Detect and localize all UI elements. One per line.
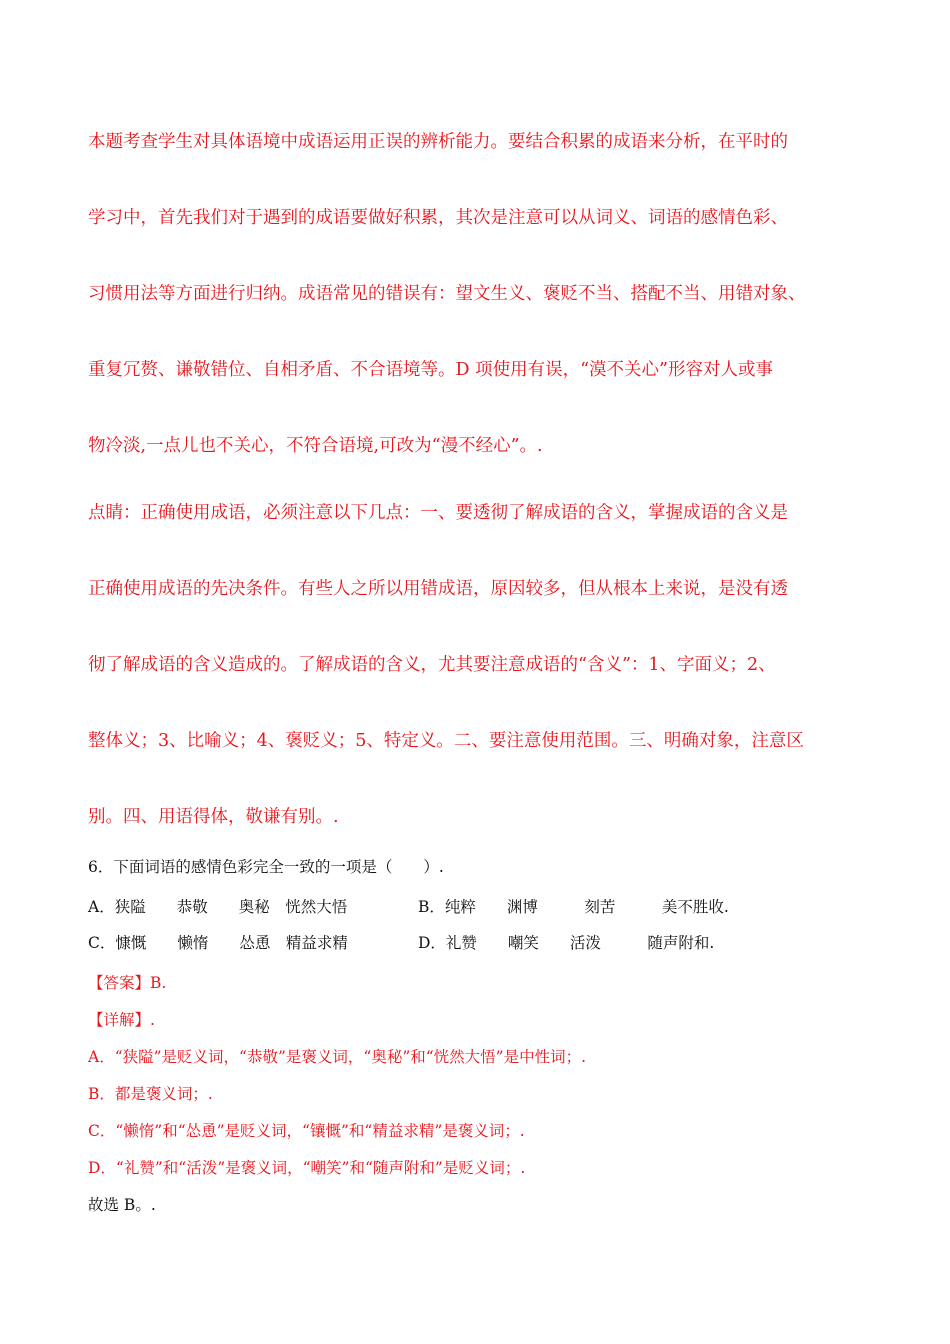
answer-value: B. [150, 974, 167, 992]
answer-line [88, 971, 166, 993]
option-c: C．慷慨 懒惰 怂恿 精益求精 [88, 934, 348, 952]
explanation-line-2: 学习中，首先我们对于遇到的成语要做好积累，其次是注意可以从词义、词语的感情色彩、 [88, 208, 788, 228]
option-b: B．纯粹 渊博 刻苦 美不胜收. [418, 898, 729, 916]
options-row-2 [88, 931, 863, 953]
tip-line-5: 别。四、用语得体，敬谦有别。. [88, 807, 339, 827]
analysis-a: A．“狭隘”是贬义词，“恭敬”是褒义词，“奥秘”和“恍然大悟”是中性词；. [88, 1048, 587, 1066]
tip-line-1: 点睛：正确使用成语，必须注意以下几点：一、要透彻了解成语的含义，掌握成语的含义是 [88, 503, 788, 523]
tip-line-3: 彻了解成语的含义造成的。了解成语的含义，尤其要注意成语的“含义”：1、字面义；2、 [88, 655, 776, 675]
explanation-line-4: 重复冗赘、谦敬错位、自相矛盾、不合语境等。D 项使用有误，“漠不关心”形容对人或事 [88, 360, 773, 380]
analysis-d: D．“礼赞”和“活泼”是褒义词，“嘲笑”和“随声附和”是贬义词；. [88, 1159, 526, 1177]
options-row-1 [88, 895, 863, 917]
analysis-c: C．“懒惰”和“怂恿”是贬义词，“镶慨”和“精益求精”是褒义词；. [88, 1122, 525, 1140]
tip-line-4: 整体义；3、比喻义；4、褒贬义；5、特定义。二、要注意使用范围。三、明确对象，注意区 [88, 731, 804, 751]
tip-line-2: 正确使用成语的先决条件。有些人之所以用错成语，原因较多，但从根本上来说，是没有透 [88, 579, 788, 599]
answer-label: 【答案】 [88, 974, 151, 992]
detail-label: 【详解】. [88, 1011, 155, 1029]
question-stem: 6．下面词语的感情色彩完全一致的一项是（ ）. [88, 858, 444, 876]
explanation-line-5: 物冷淡,一点儿也不关心，不符合语境,可改为“漫不经心”。. [88, 436, 543, 456]
explanation-line-1: 本题考查学生对具体语境中成语运用正误的辨析能力。要结合积累的成语来分析，在平时的 [88, 132, 788, 152]
explanation-line-3: 习惯用法等方面进行归纳。成语常见的错误有：望文生义、褒贬不当、搭配不当、用错对象、 [88, 284, 806, 304]
analysis-conclusion: 故选 B。. [88, 1196, 156, 1214]
analysis-b: B．都是褒义词；. [88, 1085, 213, 1103]
option-a: A．狭隘 恭敬 奥秘 恍然大悟 [88, 898, 348, 916]
option-d: D．礼赞 嘲笑 活泼 随声附和. [418, 934, 715, 952]
